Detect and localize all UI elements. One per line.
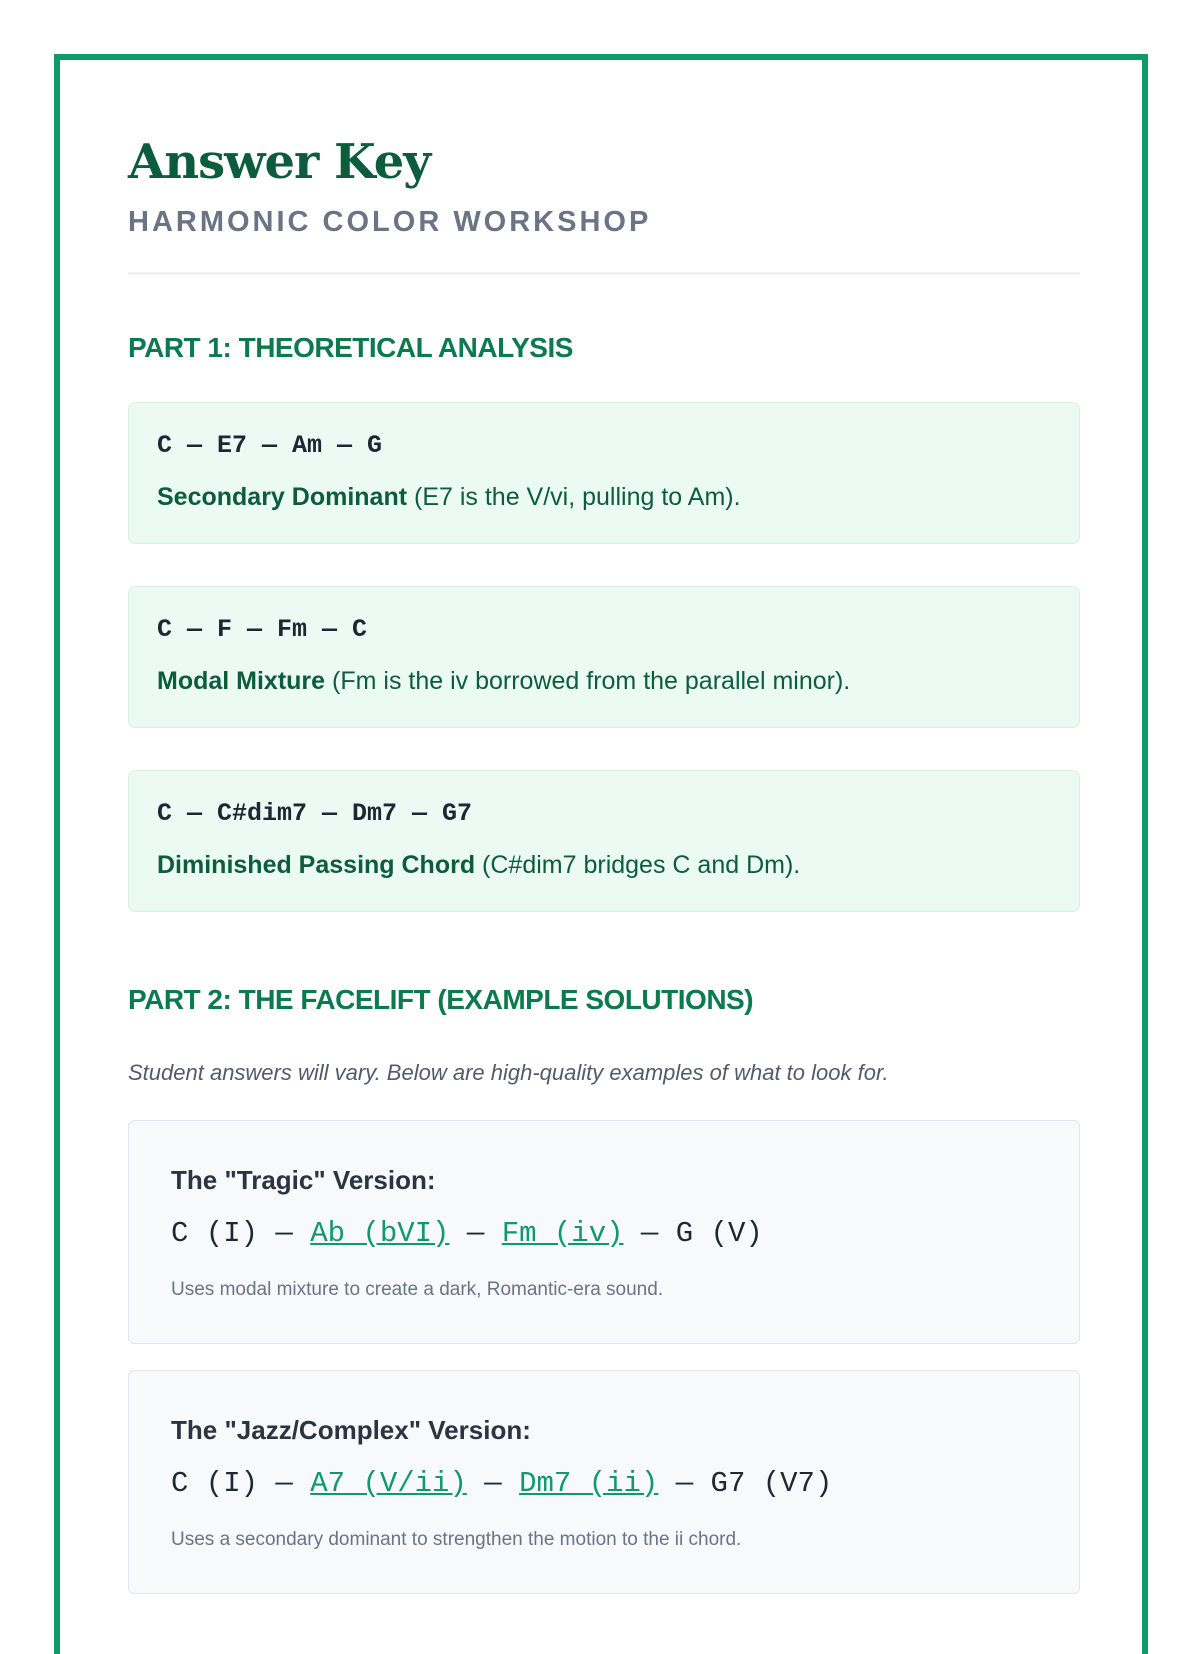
page-title: Answer Key — [128, 134, 431, 190]
chord-separator: — — [258, 1467, 311, 1500]
changed-chord-token: Fm (iv) — [501, 1217, 624, 1250]
changed-chord-token: Dm7 (ii) — [519, 1467, 659, 1500]
analysis-term: Secondary Dominant — [157, 483, 408, 511]
chord-token: C (I) — [171, 1217, 259, 1250]
example-progression — [171, 1217, 763, 1250]
chord-token: C (I) — [171, 1467, 259, 1500]
analysis-detail: (E7 is the V/vi, pulling to Am). — [407, 483, 741, 511]
page-subtitle: HARMONIC COLOR WORKSHOP — [128, 206, 652, 238]
chord-token: G7 (V7) — [710, 1467, 833, 1500]
changed-chord-token: A7 (V/ii) — [310, 1467, 467, 1500]
example-title: The "Jazz/Complex" Version: — [171, 1415, 531, 1445]
analysis-explanation — [157, 483, 741, 512]
analysis-detail: (C#dim7 bridges C and Dm). — [475, 851, 801, 879]
chord-progression: C — C#dim7 — Dm7 — G7 — [157, 799, 473, 828]
example-card-tragic — [128, 1120, 1080, 1344]
chord-separator: — — [623, 1217, 676, 1250]
example-progression — [171, 1467, 832, 1500]
chord-progression: C — F — Fm — C — [157, 615, 368, 644]
part2-intro: Student answers will vary. Below are high-quality examples of what to look for. — [128, 1060, 889, 1085]
chord-token: G (V) — [675, 1217, 763, 1250]
chord-separator: — — [658, 1467, 711, 1500]
chord-separator: — — [258, 1217, 311, 1250]
analysis-card — [128, 402, 1080, 544]
analysis-explanation — [157, 667, 850, 696]
example-note: Uses a secondary dominant to strengthen the motion to the ii chord. — [171, 1529, 742, 1550]
example-title: The "Tragic" Version: — [171, 1165, 436, 1195]
chord-progression: C — E7 — Am — G — [157, 431, 383, 460]
example-note: Uses modal mixture to create a dark, Romantic-era sound. — [171, 1279, 664, 1300]
example-card-jazz — [128, 1370, 1080, 1594]
analysis-card — [128, 770, 1080, 912]
changed-chord-token: Ab (bVI) — [310, 1217, 450, 1250]
answer-key-sheet — [54, 54, 1148, 1654]
analysis-term: Diminished Passing Chord — [157, 851, 476, 879]
chord-separator: — — [466, 1467, 520, 1500]
part2-heading: PART 2: THE FACELIFT (EXAMPLE SOLUTIONS) — [128, 984, 754, 1015]
chord-separator: — — [449, 1217, 502, 1250]
analysis-term: Modal Mixture — [157, 667, 326, 695]
part1-heading: PART 1: THEORETICAL ANALYSIS — [128, 332, 573, 363]
analysis-card — [128, 586, 1080, 728]
header-divider — [128, 272, 1080, 275]
analysis-explanation — [157, 851, 800, 880]
analysis-detail: (Fm is the iv borrowed from the parallel minor). — [325, 667, 851, 695]
